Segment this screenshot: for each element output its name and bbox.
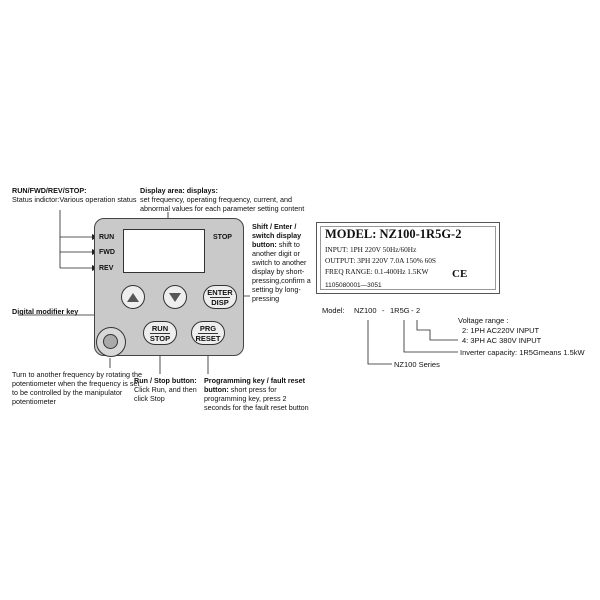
note-status-title: RUN/FWD/REV/STOP: — [12, 186, 87, 195]
note-programming-key — [204, 376, 314, 412]
led-rev-label: REV — [99, 265, 114, 272]
plate-model: MODEL: NZ100-1R5G-2 — [325, 227, 462, 241]
model-part-voltage: 2 — [416, 306, 421, 315]
plate-freq-range: FREQ RANGE: 0.1-400Hz 1.5KW — [325, 267, 429, 276]
note-runstop-body: Click Run, and then click Stop — [134, 385, 197, 403]
note-shift-enter — [252, 222, 312, 303]
plate-input: INPUT: 1PH 220V 50Hz/60Hz — [325, 245, 417, 254]
run-button-label: RUN — [151, 324, 169, 333]
series-note: NZ100 Series — [394, 360, 440, 369]
note-display-area — [140, 186, 310, 213]
model-part-series: NZ100 — [354, 306, 377, 315]
ce-mark: CE — [452, 268, 468, 280]
note-prog-title: Programming key / fault reset button: — [204, 376, 306, 394]
enter-label: ENTER — [207, 288, 233, 297]
arrow-down-icon — [169, 293, 181, 302]
prg-reset-button[interactable] — [191, 321, 225, 345]
disp-label: DISP — [211, 298, 229, 307]
stop-button-label: STOP — [149, 334, 171, 343]
run-stop-button[interactable] — [143, 321, 177, 345]
note-potentiometer: Turn to another frequency by rotating the potentiometer when the frequency is set to be controlled by the manipulator potentiometer — [12, 370, 142, 406]
plate-serial: 1105080001—3051 — [325, 282, 382, 289]
note-display-title: Display area: displays: — [140, 186, 218, 195]
voltage-range-title: Voltage range : — [458, 316, 509, 325]
led-fwd-label: FWD — [99, 249, 115, 256]
potentiometer-knob[interactable] — [96, 327, 126, 357]
up-button[interactable] — [121, 285, 145, 309]
inverter-capacity-note: Inverter capacity: 1R5Gmeans 1.5kW — [460, 348, 585, 357]
note-run-stop — [134, 376, 206, 403]
model-sep-1: - — [382, 306, 385, 315]
model-part-capacity: 1R5G — [390, 306, 410, 315]
arrow-up-icon — [127, 293, 139, 302]
nameplate — [316, 222, 500, 294]
down-button[interactable] — [163, 285, 187, 309]
note-status-body: Status indictor:Various operation status — [12, 195, 137, 204]
note-shift-body: shift to another digit or switch to another display by short-pressing,confirm a setting by long-pressing — [252, 240, 311, 303]
voltage-option-4: 4: 3PH AC 380V INPUT — [462, 336, 542, 345]
knob-center — [103, 334, 118, 349]
note-prog-body: short press for programming key, press 2 seconds for the fault reset button — [204, 385, 309, 412]
display-screen — [123, 229, 205, 273]
model-sep-2: - — [411, 306, 414, 315]
note-status-indicator — [12, 186, 142, 204]
plate-output: OUTPUT: 3PH 220V 7.0A 150% 60S — [325, 256, 436, 265]
model-label: Model: — [322, 306, 345, 315]
note-digital-modifier: Digital modifier key — [12, 307, 79, 316]
led-run-label: RUN — [99, 234, 115, 241]
voltage-option-2: 2: 1PH AC220V INPUT — [462, 326, 540, 335]
led-stop-label: STOP — [213, 234, 232, 241]
note-display-body: set frequency, operating frequency, current, and abnormal values for each parameter setting content — [140, 195, 305, 213]
enter-disp-button[interactable] — [203, 285, 237, 309]
note-shift-title: Shift / Enter / switch display button: — [252, 222, 302, 249]
reset-label: RESET — [195, 334, 221, 343]
note-runstop-title: Run / Stop button: — [134, 376, 197, 385]
prg-label: PRG — [199, 324, 217, 333]
